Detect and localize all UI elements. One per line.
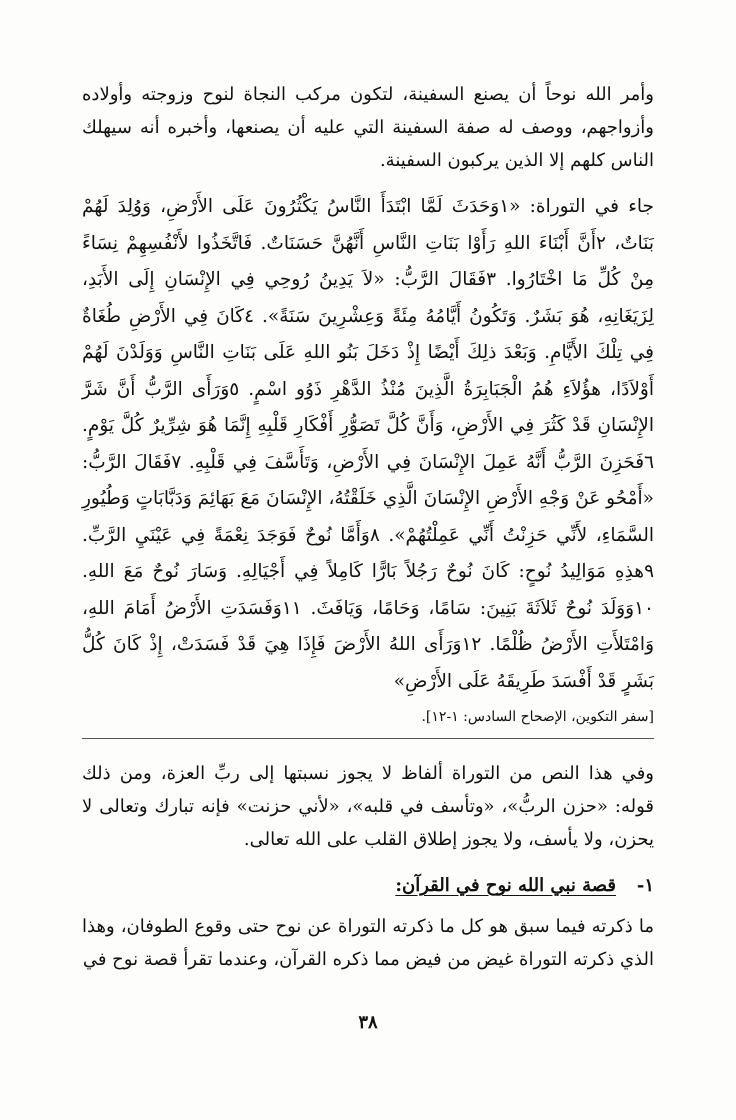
source-citation: [سفر التكوين، الإصحاح السادس: ١-١٢]. bbox=[421, 709, 654, 725]
section-paragraph: ما ذكرته فيما سبق هو كل ما ذكرته التوراة عن نوح حتى وقوع الطوفان، وهذا الذي ذكرته التوراة غيض من فيض مما ذكره القرآن، وعندما تقرأ قصة نوح في bbox=[82, 916, 654, 970]
intro-paragraph: وأمر الله نوحاً أن يصنع السفينة، لتكون مركب النجاة لنوح وزوجته وأولاده وأزواجهم، ووصف له صفة السفينة التي عليه أن يصنعها، وأخبره أنه سيهلك الناس كلهم إلا الذين يركبون السفينة. bbox=[82, 84, 654, 171]
section-number: ١- bbox=[636, 875, 654, 896]
commentary-paragraph: وفي هذا النص من التوراة ألفاظ لا يجوز نسبتها إلى ربِّ العزة، ومن ذلك قوله: «حزن الربُّ»، «وتأسف في قلبه»، «لأني حزنت» فإنه تبارك وتعالى لا يحزن، ولا يأسف، ولا يجوز إطلاق القلب على الله تعالى. bbox=[82, 763, 654, 850]
page-number: ٣٨ bbox=[358, 1012, 378, 1033]
section-heading bbox=[82, 870, 654, 902]
section-title: قصة نبي الله نوح في القرآن: bbox=[395, 875, 616, 896]
torah-quote: جاء في التوراة: «١وَحَدَثَ لَمَّا ابْتَدَأَ النَّاسُ يَكْثُرُونَ عَلَى الأَرْضِ، وَوُلِدَ لَهُمْ بَنَاتٌ، ٢أَنَّ أَبْنَاءَ اللهِ رَأَوْا بَنَاتِ النَّاسِ أَنَّهُنَّ حَسَنَاتٌ. فَاتَّخَذُوا لأَنْفُسِهِمْ نِسَاءً مِنْ كُلِّ مَا اخْتَارُوا. ٣فَقَالَ الرَّبُّ: «لاَ يَدِينُ رُوحِي فِي الإِنْسَانِ إِلَى الأَبَدِ، لِزَيَغَانِهِ، هُوَ بَشَرٌ. وَتَكُونُ أَيَّامُهُ مِئَةً وَعِشْرِينَ سَنَةً». ٤كَانَ فِي الأَرْضِ طُغَاةٌ فِي تِلْكَ الأَيَّامِ. وَبَعْدَ ذلِكَ أَيْضًا إِذْ دَخَلَ بَنُو اللهِ عَلَى بَنَاتِ النَّاسِ وَوَلَدْنَ لَهُمْ أَوْلاَدًا، هؤُلاَءِ هُمُ الْجَبَابِرَةُ الَّذِينَ مُنْذُ الدَّهْرِ ذَوُو اسْمٍ. ٥وَرَأَى الرَّبُّ أَنَّ شَرَّ الإِنْسَانِ قَدْ كَثُرَ فِي الأَرْضِ، وَأَنَّ كُلَّ تَصَوُّرِ أَفْكَارِ قَلْبِهِ إِنَّمَا هُوَ شِرِّيرٌ كُلَّ يَوْمٍ. ٦فَحَزِنَ الرَّبُّ أَنَّهُ عَمِلَ الإِنْسَانَ فِي الأَرْضِ، وَتَأَسَّفَ فِي قَلْبِهِ. ٧فَقَالَ الرَّبُّ: «أَمْحُو عَنْ وَجْهِ الأَرْضِ الإِنْسَانَ الَّذِي خَلَقْتُهُ، الإِنْسَانَ مَعَ بَهَائِمَ وَدَبَّابَاتٍ وَطُيُورِ السَّمَاءِ، لأَنِّي حَزِنْتُ أَنِّي عَمِلْتُهُمْ». ٨وَأَمَّا نُوحٌ فَوَجَدَ نِعْمَةً فِي عَيْنَيِ الرَّبِّ. ٩هذِهِ مَوَالِيدُ نُوحٍ: كَانَ نُوحٌ رَجُلاً بَارًّا كَامِلاً فِي أَجْيَالِهِ. وَسَارَ نُوحٌ مَعَ اللهِ. ١٠وَوَلَدَ نُوحٌ ثَلاَثَةَ بَنِينَ: سَامًا، وَحَامًا، وَيَافَثَ. ١١وَفَسَدَتِ الأَرْضُ أَمَامَ اللهِ، وَامْتَلأَتِ الأَرْضُ ظُلْمًا. ١٢وَرَأَى اللهُ الأَرْضَ فَإِذَا هِيَ قَدْ فَسَدَتْ، إِذْ كَانَ كُلُّ بَشَرٍ قَدْ أَفْسَدَ طَرِيقَهُ عَلَى الأَرْضِ» bbox=[82, 196, 655, 692]
divider bbox=[82, 738, 654, 739]
